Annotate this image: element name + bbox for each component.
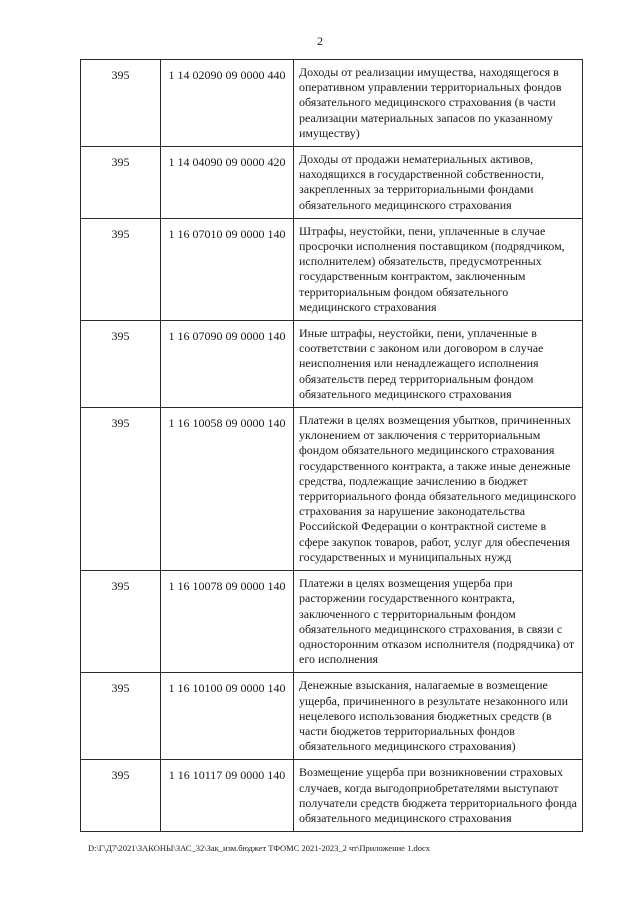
revenue-name-cell: Платежи в целях возмещения ущерба при расторжении государственного контракта, заключенного с территориальным фондом обязательного медицинского страхования, в связи с односторонним отказом исполнителя (подрядчика) от его исполнения [294,571,583,673]
revenue-name-cell: Доходы от реализации имущества, находящегося в оперативном управлении территориальных фондов обязательного медицинского страхования (в части реализации материальных запасов по указанному имуществу) [294,60,583,147]
revenue-name-cell: Иные штрафы, неустойки, пени, уплаченные в соответствии с законом или договором в случае неисполнения или ненадлежащего исполнения обязательств перед территориальным фондом обязательного медицинского страхования [294,321,583,408]
admin-code-cell: 395 [81,218,161,320]
file-path-footer: D:\Г\Д7\2021\ЗАКОНЫ\ЗАС_32\Зак_изм.бюджет ТФОМС 2021-2023_2 чт\Приложение 1.docx [88,843,430,853]
table-row [81,571,583,673]
kbk-code-cell: 1 16 07090 09 0000 140 [161,321,294,408]
admin-code-cell: 395 [81,673,161,760]
revenue-name-cell: Платежи в целях возмещения убытков, причиненных уклонением от заключения с территориальным фондом обязательного медицинского страхования государственного контракта, а также иные денежные средства, подлежащие зачислению в бюджет территориального фонда обязательного медицинского страхования за нарушение законодательства Российской Федерации о контрактной системе в сфере закупок товаров, работ, услуг для обеспечения государственных и муниципальных нужд [294,408,583,571]
table-row [81,760,583,832]
kbk-code-cell: 1 16 10058 09 0000 140 [161,408,294,571]
table-row [81,321,583,408]
revenue-name-cell: Возмещение ущерба при возникновении страховых случаев, когда выгодоприобретателями выступают получатели средств бюджета территориального фонда обязательного медицинского страхования [294,760,583,832]
admin-code-cell: 395 [81,571,161,673]
table-row [81,673,583,760]
table-row [81,147,583,219]
page-number: 2 [317,34,323,48]
revenue-codes-table [80,59,583,832]
admin-code-cell: 395 [81,760,161,832]
admin-code-cell: 395 [81,408,161,571]
kbk-code-cell: 1 16 10117 09 0000 140 [161,760,294,832]
kbk-code-cell: 1 16 10100 09 0000 140 [161,673,294,760]
kbk-code-cell: 1 14 04090 09 0000 420 [161,147,294,219]
kbk-code-cell: 1 14 02090 09 0000 440 [161,60,294,147]
table-row [81,218,583,320]
kbk-code-cell: 1 16 07010 09 0000 140 [161,218,294,320]
table-row [81,408,583,571]
revenue-name-cell: Денежные взыскания, налагаемые в возмещение ущерба, причиненного в результате незаконного или нецелевого использования бюджетных средств (в части бюджетов территориальных фондов обязательного медицинского страхования) [294,673,583,760]
revenue-name-cell: Штрафы, неустойки, пени, уплаченные в случае просрочки исполнения поставщиком (подрядчиком, исполнителем) обязательств, предусмотренных государственным контрактом, заключенным территориальным фондом обязательного медицинского страхования [294,218,583,320]
admin-code-cell: 395 [81,60,161,147]
admin-code-cell: 395 [81,321,161,408]
admin-code-cell: 395 [81,147,161,219]
revenue-name-cell: Доходы от продажи нематериальных активов, находящихся в государственной собственности, закрепленных за территориальными фондами обязательного медицинского страхования [294,147,583,219]
kbk-code-cell: 1 16 10078 09 0000 140 [161,571,294,673]
table-row [81,60,583,147]
